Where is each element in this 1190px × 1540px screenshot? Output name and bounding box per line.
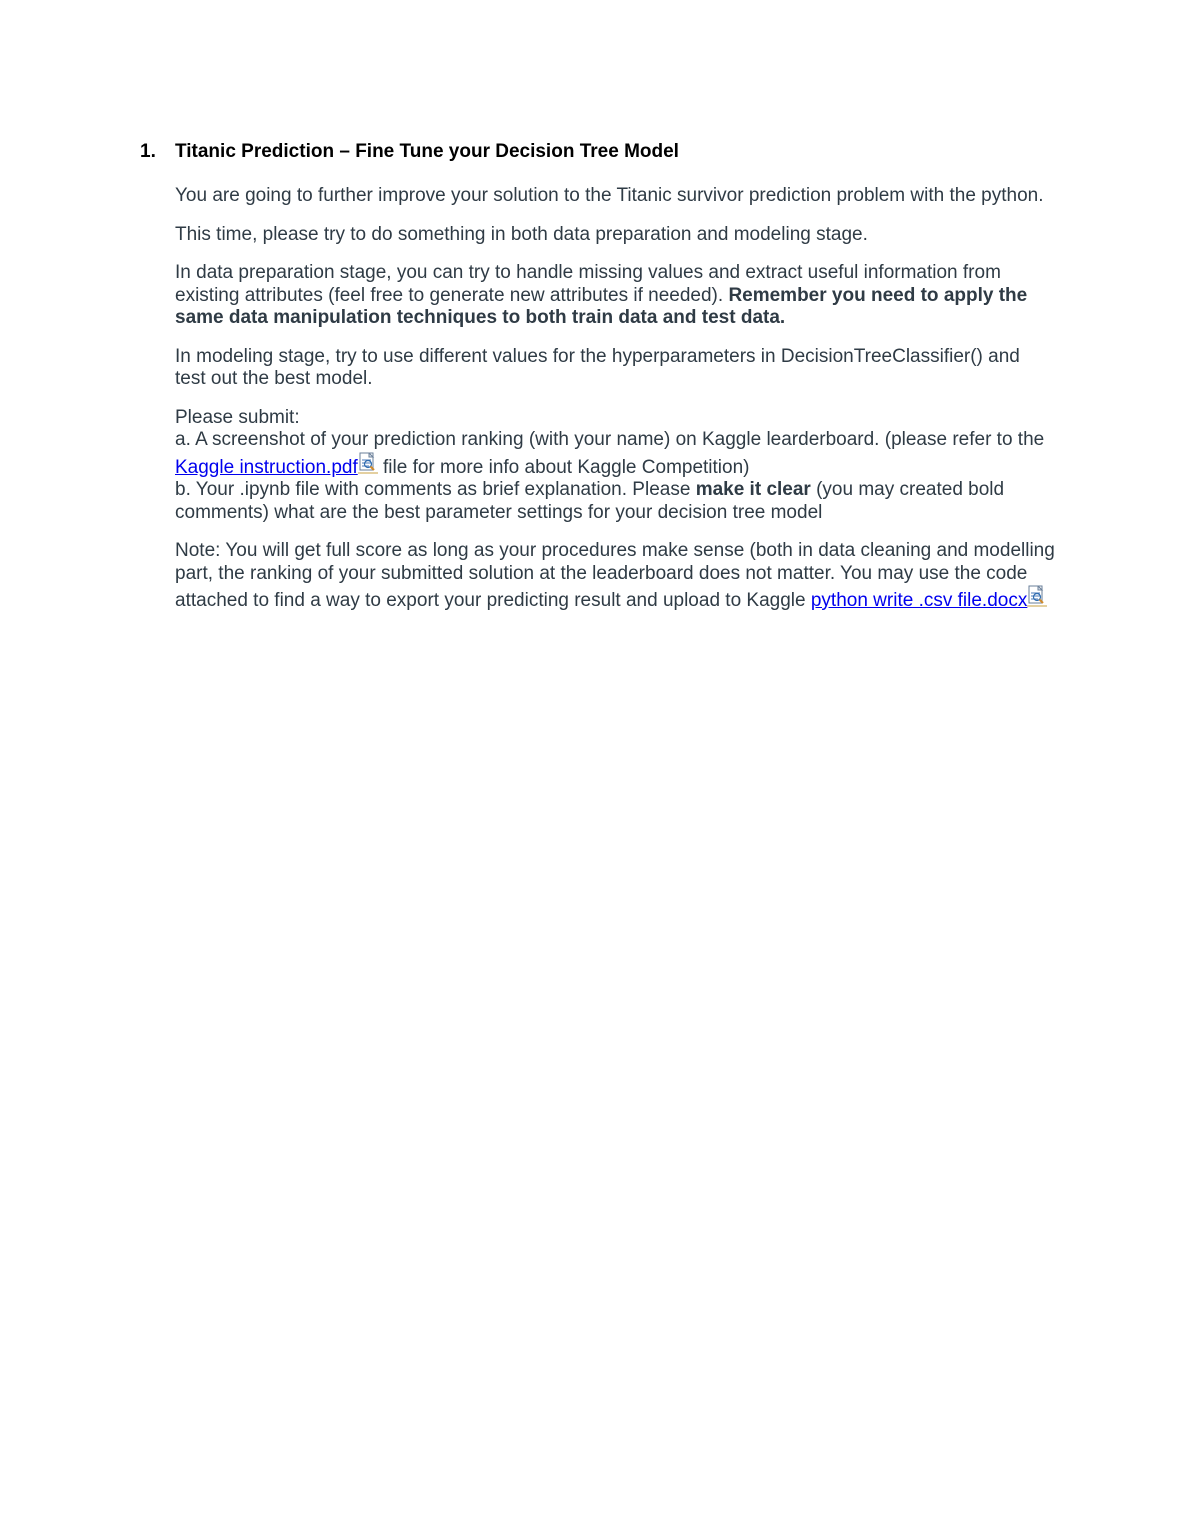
item-b-text: b. Your .ipynb file with comments as brief explanation. Please (175, 479, 696, 500)
paragraph-intro: You are going to further improve your solution to the Titanic survivor prediction problem with the python. (175, 185, 1044, 206)
heading-number: 1. (140, 141, 156, 162)
file-attachment-icon[interactable] (358, 452, 378, 474)
paragraph-this-time: This time, please try to do something in both data preparation and modeling stage. (175, 223, 868, 245)
python-write-csv-link[interactable]: python write .csv file.docx (810, 590, 1028, 611)
data-prep-emphasis: Remember you need to apply the same data manipulation techniques to both train data and test data. (175, 284, 1028, 328)
submit-label: Please submit: (175, 406, 300, 428)
item-b-emphasis: make it clear (695, 479, 811, 500)
section-heading (140, 140, 1060, 164)
heading-title: Titanic Prediction – Fine Tune your Decision Tree Model (175, 141, 679, 162)
data-prep-text: In data preparation stage, you can try to handle missing values and extract useful information from existing attributes (feel free to generate new attributes if needed). (175, 262, 1001, 306)
paragraph-data-preparation (175, 262, 1055, 330)
paragraph-modeling: In modeling stage, try to use different values for the hyperparameters in DecisionTreeClassifier() and test out the best model. (175, 345, 1020, 389)
note-text: Note: You will get full score as long as your procedures make sense (both in data cleaning and modelling part, the ranking of your submitted solution at the leaderboard does not matter. You may use the code attached to find a way to export your predicting result and upload to Kaggle (175, 540, 1055, 611)
item-b-tail: (you may created bold comments) what are the best parameter settings for your decision tree model (175, 479, 1005, 523)
file-attachment-icon[interactable] (1027, 585, 1047, 607)
section-body (175, 185, 1055, 629)
item-a-text: a. A screenshot of your prediction ranking (with your name) on Kaggle learderboard. (please refer to the (175, 429, 1045, 450)
paragraph-note (175, 540, 1055, 613)
item-a-tail: file for more info about Kaggle Competition) (377, 456, 750, 478)
kaggle-instruction-link[interactable]: Kaggle instruction.pdf (175, 456, 358, 478)
paragraph-submit (175, 407, 1055, 525)
